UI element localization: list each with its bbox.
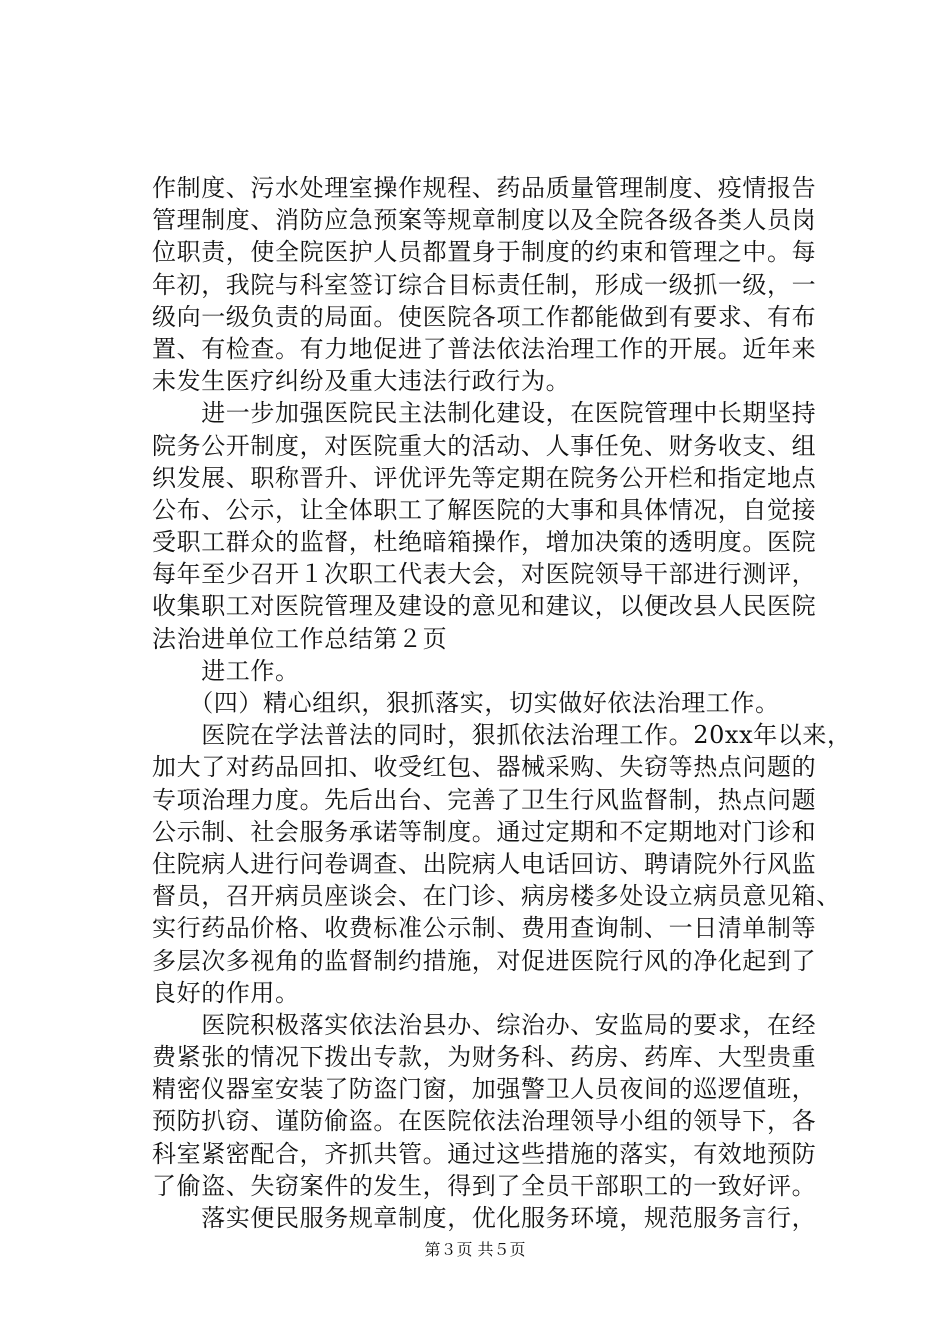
text-line: 费紧张的情况下拨出专款，为财务科、药房、药库、大型贵重 <box>152 1043 817 1072</box>
text-line: 落实便民服务规章制度，优化服务环境，规范服务言行， <box>152 1204 817 1232</box>
text-line: 置、有检查。有力地促进了普法依法治理工作的开展。近年来 <box>152 334 817 363</box>
text-line: 作制度、污水处理室操作规程、药品质量管理制度、疫情报告 <box>152 174 817 202</box>
text-line: 良好的作用。 <box>152 978 300 1007</box>
text-line: 医院积极落实依法治县办、综治办、安监局的要求，在经 <box>152 1010 817 1039</box>
text-line: 年初，我院与科室签订综合目标责任制，形成一级抓一级，一 <box>152 270 817 299</box>
text-line: 医院在学法普法的同时，狠抓依法治理工作。20xx年以来， <box>152 721 852 750</box>
text-line: 多层次多视角的监督制约措施，对促进医院行风的净化起到了 <box>152 946 817 975</box>
text-line: 级向一级负责的局面。使医院各项工作都能做到有要求、有布 <box>152 302 817 331</box>
body-text <box>152 172 852 1234</box>
text-line: 科室紧密配合，齐抓共管。通过这些措施的落实，有效地预防 <box>152 1139 817 1168</box>
text-line: 法治进单位工作总结第２页 <box>152 624 448 653</box>
text-line: 专项治理力度。先后出台、完善了卫生行风监督制，热点问题 <box>152 785 817 814</box>
text-line: 位职责，使全院医护人员都置身于制度的约束和管理之中。每 <box>152 238 817 267</box>
text-line: 预防扒窃、谨防偷盗。在医院依法治理领导小组的领导下，各 <box>152 1107 817 1136</box>
text-line: 督员，召开病员座谈会、在门诊、病房楼多处设立病员意见箱、 <box>152 882 841 911</box>
text-line: 受职工群众的监督，杜绝暗箱操作，增加决策的透明度。医院 <box>152 528 817 557</box>
text-line: 进一步加强医院民主法制化建设，在医院管理中长期坚持 <box>152 399 817 428</box>
text-line: 公示制、社会服务承诺等制度。通过定期和不定期地对门诊和 <box>152 817 817 846</box>
text-line: 未发生医疗纠纷及重大违法行政行为。 <box>152 367 571 396</box>
text-line: 了偷盗、失窃案件的发生，得到了全员干部职工的一致好评。 <box>152 1171 817 1200</box>
text-line: 精密仪器室安装了防盗门窗，加强警卫人员夜间的巡逻值班， <box>152 1075 817 1104</box>
text-line: 加大了对药品回扣、收受红包、器械采购、失窃等热点问题的 <box>152 753 817 782</box>
text-line: 公布、公示，让全体职工了解医院的大事和具体情况，自觉接 <box>152 495 817 524</box>
text-line: 实行药品价格、收费标准公示制、费用查询制、一日清单制等 <box>152 914 817 943</box>
text-line: 住院病人进行问卷调查、出院病人电话回访、聘请院外行风监 <box>152 849 817 878</box>
text-line: 收集职工对医院管理及建设的意见和建议，以便改县人民医院 <box>152 592 817 621</box>
text-line: 每年至少召开１次职工代表大会，对医院领导干部进行测评， <box>152 560 817 589</box>
text-line: 管理制度、消防应急预案等规章制度以及全院各级各类人员岗 <box>152 206 817 235</box>
text-line: （四）精心组织，狠抓落实，切实做好依法治理工作。 <box>152 689 780 717</box>
page-footer: 第３页 共５页 <box>424 1240 526 1259</box>
text-line: 织发展、职称晋升、评优评先等定期在院务公开栏和指定地点 <box>152 463 817 492</box>
text-line: 院务公开制度，对医院重大的活动、人事任免、财务收支、组 <box>152 431 817 460</box>
text-line: 进工作。 <box>152 656 300 685</box>
